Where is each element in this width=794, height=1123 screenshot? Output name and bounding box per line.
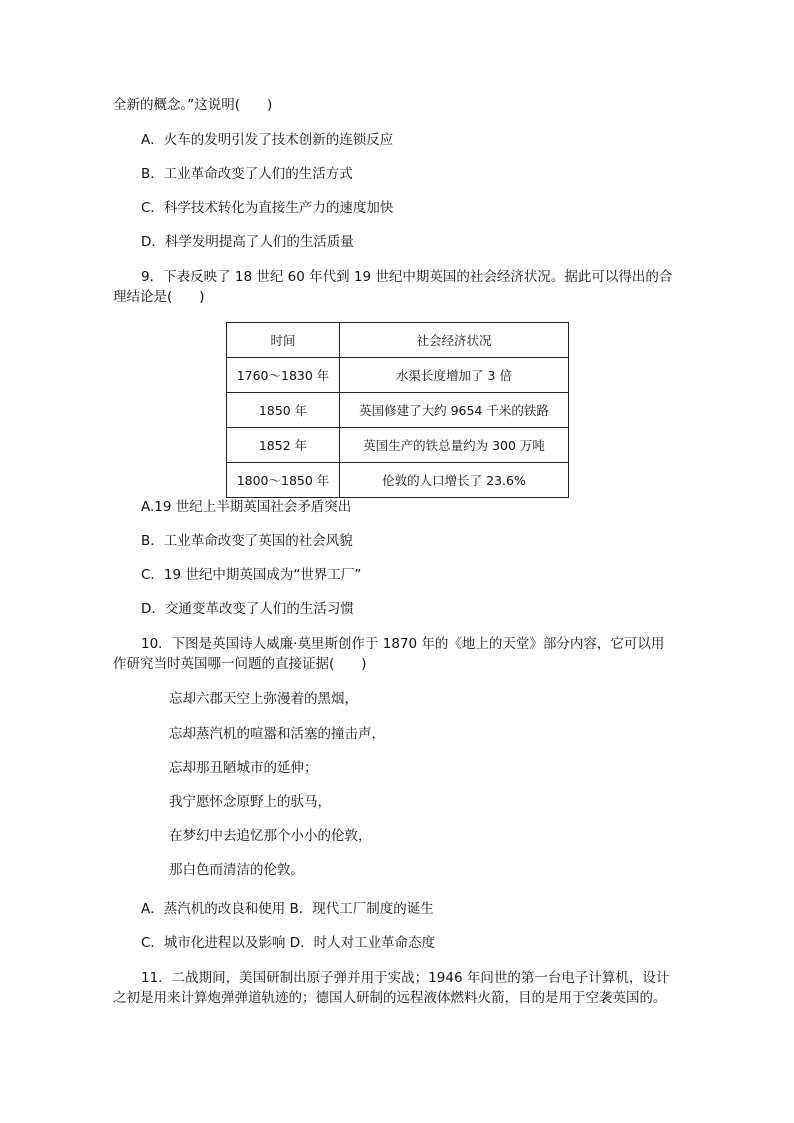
table-cell-time: 1760～1830 年 xyxy=(227,358,340,393)
table-row xyxy=(227,393,569,428)
q10-stem-line2: 作研究当时英国哪一问题的直接证据( ) xyxy=(113,656,367,672)
q10-options-line1: A．蒸汽机的改良和使用 B．现代工厂制度的诞生 xyxy=(141,901,434,917)
table-cell-status: 英国生产的铁总量约为 300 万吨 xyxy=(340,428,569,463)
table-row xyxy=(227,358,569,393)
q9-data-table xyxy=(226,322,569,498)
table-row xyxy=(227,428,569,463)
poem-line: 在梦幻中去追忆那个小小的伦敦， xyxy=(169,828,372,844)
q9-option-b: B．工业革命改变了英国的社会风貌 xyxy=(141,533,353,549)
poem-line: 忘却那丑陋城市的延伸； xyxy=(169,760,318,776)
table-cell-status: 水渠长度增加了 3 倍 xyxy=(340,358,569,393)
poem-line: 我宁愿怀念原野上的驮马， xyxy=(169,794,331,810)
table-cell-time: 1850 年 xyxy=(227,393,340,428)
table-row xyxy=(227,463,569,498)
poem-line: 那白色而清洁的伦敦。 xyxy=(169,862,304,878)
q8-option-b: B．工业革命改变了人们的生活方式 xyxy=(141,166,353,182)
q10-options-line2: C．城市化进程以及影响 D．时人对工业革命态度 xyxy=(141,935,436,951)
table-cell-status: 伦敦的人口增长了 23.6% xyxy=(340,463,569,498)
table-cell-time: 1852 年 xyxy=(227,428,340,463)
table-header-status: 社会经济状况 xyxy=(340,323,569,358)
q11-stem-line1: 11．二战期间，美国研制出原子弹并用于实战；1946 年问世的第一台电子计算机，设计 xyxy=(141,970,670,986)
q9-stem-line2: 理结论是( ) xyxy=(113,289,205,305)
table-header-row xyxy=(227,323,569,358)
q9-option-a: A.19 世纪上半期英国社会矛盾突出 xyxy=(141,499,352,515)
q9-stem-line1: 9．下表反映了 18 世纪 60 年代到 19 世纪中期英国的社会经济状况。据此可以得出的合 xyxy=(141,269,673,285)
q8-option-c: C．科学技术转化为直接生产力的速度加快 xyxy=(141,200,394,216)
q9-option-c: C．19 世纪中期英国成为“世界工厂” xyxy=(141,567,362,583)
table-cell-time: 1800～1850 年 xyxy=(227,463,340,498)
poem-line: 忘却六郡天空上弥漫着的黑烟， xyxy=(169,691,358,707)
poem-line: 忘却蒸汽机的喧嚣和活塞的撞击声， xyxy=(169,726,385,742)
table-header-time: 时间 xyxy=(227,323,340,358)
q10-stem-line1: 10．下图是英国诗人威廉·莫里斯创作于 1870 年的《地上的天堂》部分内容，它可以用 xyxy=(141,636,665,652)
q8-option-d: D．科学发明提高了人们的生活质量 xyxy=(141,234,354,250)
q8-option-a: A．火车的发明引发了技术创新的连锁反应 xyxy=(141,132,394,148)
q9-option-d: D．交通变革改变了人们的生活习惯 xyxy=(141,601,354,617)
q8-stem-tail: 全新的概念。”这说明( ) xyxy=(113,97,273,113)
table-cell-status: 英国修建了大约 9654 千米的铁路 xyxy=(340,393,569,428)
q11-stem-line2: 之初是用来计算炮弹弹道轨迹的；德国人研制的远程液体燃料火箭，目的是用于空袭英国的。 xyxy=(113,990,667,1006)
